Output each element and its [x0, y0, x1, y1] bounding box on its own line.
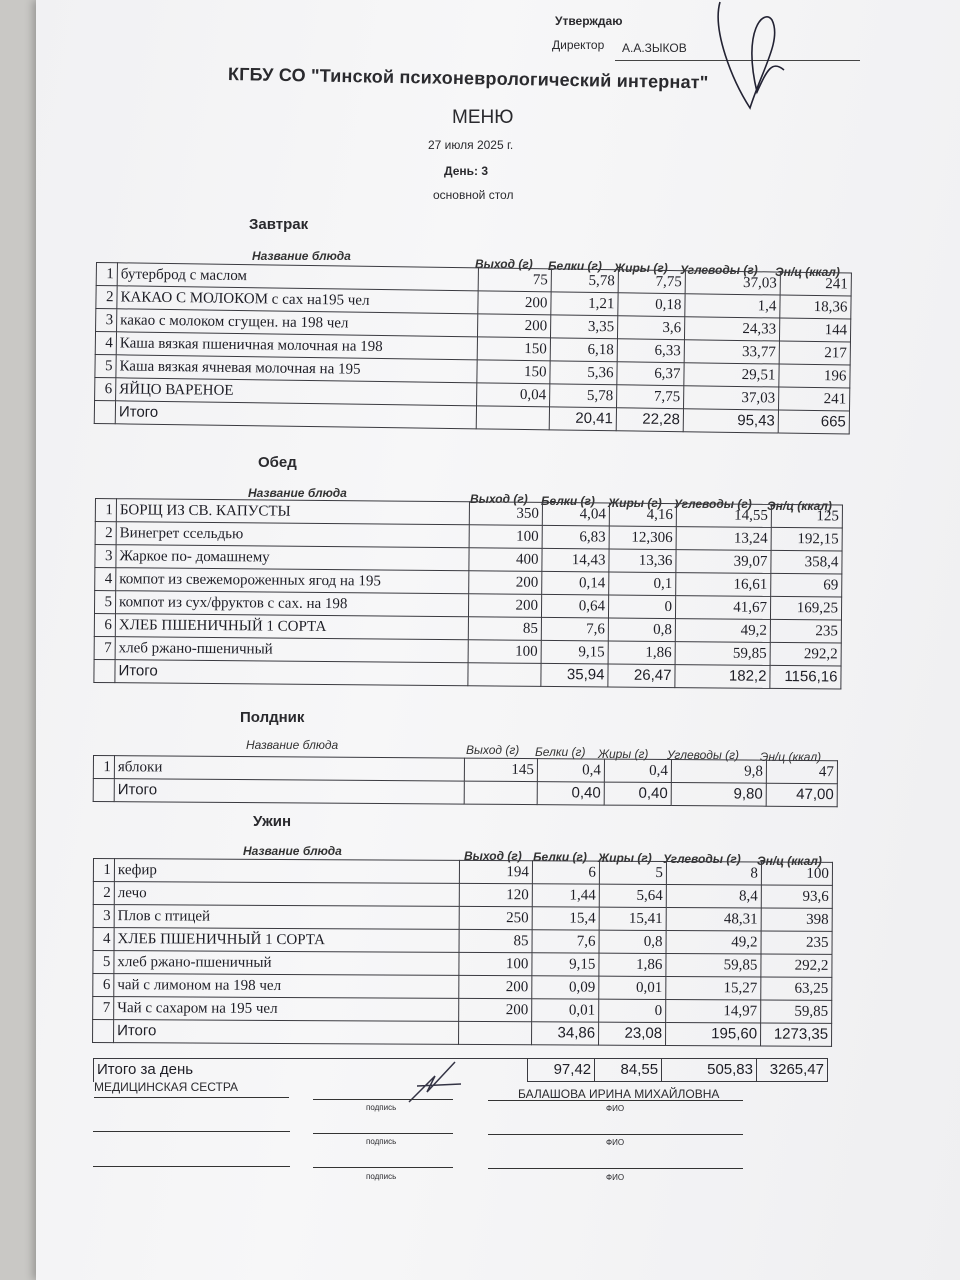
col-yield-header: Выход (г) [475, 257, 533, 271]
footer-line [488, 1100, 743, 1101]
total-protein: 34,86 [532, 1022, 599, 1045]
dish-energy: 125 [771, 504, 842, 528]
col-yield-header: Выход (г) [464, 849, 522, 863]
col-name-header: Название блюда [246, 738, 339, 752]
dish-name: кефир [114, 859, 459, 884]
dish-carbs: 59,85 [675, 642, 770, 666]
col-energy-header: Эн/ц (ккал) [775, 265, 840, 279]
dish-protein: 0,14 [542, 571, 609, 595]
dish-fat: 7,75 [617, 385, 684, 409]
dish-protein: 0,64 [541, 594, 608, 618]
col-protein-header: Белки (г) [535, 745, 586, 759]
total-fat: 22,28 [616, 408, 683, 432]
dish-fat: 6,33 [617, 339, 684, 363]
total-carbs: 9,80 [671, 783, 766, 807]
dish-protein: 0,4 [537, 759, 604, 782]
director-label: Директор [552, 38, 605, 52]
col-energy-header: Эн/ц (ккал) [767, 499, 832, 513]
dish-yield: 194 [459, 860, 532, 883]
dish-energy: 358,4 [771, 550, 842, 574]
signature-caption: подпись [366, 1172, 397, 1181]
dish-yield: 0,04 [477, 383, 550, 407]
day-total-protein: 97,42 [528, 1059, 595, 1082]
col-carbs-header: Углеводы (г) [663, 852, 741, 866]
dish-energy: 398 [761, 908, 832, 931]
dish-protein: 1,44 [532, 884, 599, 907]
dish-name: какао с молоком сгущен. на 198 чел [117, 309, 478, 337]
dish-protein: 14,43 [542, 548, 609, 572]
dish-yield: 100 [459, 952, 532, 975]
total-label: Итого [114, 779, 464, 804]
total-protein: 35,94 [541, 663, 608, 687]
dish-carbs: 14,55 [676, 504, 771, 528]
dish-carbs: 37,03 [684, 386, 779, 410]
footer-line [93, 1166, 290, 1167]
dish-name: Каша вязкая пшеничная молочная на 198 [116, 332, 477, 360]
dish-name: хлеб ржано-пшеничный [114, 951, 459, 976]
director-name: А.А.ЗЫКОВ [622, 41, 687, 55]
row-number: 1 [95, 499, 116, 522]
total-carbs: 195,60 [666, 1023, 761, 1046]
dish-carbs: 33,77 [684, 340, 779, 364]
dish-energy: 69 [771, 573, 842, 597]
dish-protein: 7,6 [541, 617, 608, 641]
row-number: 2 [96, 286, 117, 309]
dish-yield: 75 [478, 268, 551, 292]
dish-fat: 12,306 [609, 526, 676, 550]
table-row [93, 928, 832, 955]
row-number: 7 [94, 636, 115, 659]
dish-carbs: 9,8 [671, 760, 766, 784]
total-yield-empty [468, 663, 541, 687]
dish-yield: 100 [468, 640, 541, 664]
row-number: 6 [93, 974, 114, 997]
dish-carbs: 8,4 [666, 885, 761, 908]
dish-yield: 145 [464, 758, 537, 782]
dish-name: чай с лимоном на 198 чел [114, 974, 459, 999]
footer-line [93, 1131, 290, 1132]
col-fat-header: Жиры (г) [598, 851, 652, 865]
col-energy-header: Эн/ц (ккал) [757, 854, 822, 868]
total-row-spacer [94, 659, 115, 682]
col-yield-header: Выход (г) [466, 743, 520, 757]
dish-energy: 47 [766, 760, 837, 783]
dish-yield: 200 [468, 594, 541, 618]
dish-fat: 0,8 [608, 618, 675, 642]
dish-yield: 85 [468, 617, 541, 641]
total-row-spacer [94, 400, 115, 423]
dinner-table [92, 858, 833, 1047]
dish-carbs: 8 [666, 862, 761, 885]
total-fat: 0,40 [604, 782, 671, 805]
section-snack-title: Полдник [240, 709, 305, 726]
col-protein-header: Белки (г) [533, 850, 587, 864]
organization-name: КГБУ СО "Тинской психоневрологический интернат" [227, 64, 709, 93]
col-fat-header: Жиры (г) [598, 747, 649, 761]
menu-day: День: 3 [444, 164, 488, 178]
dish-protein: 5,36 [550, 361, 617, 385]
day-total-carbs: 505,83 [662, 1059, 757, 1082]
footer-line [488, 1134, 743, 1135]
dish-name: ЯЙЦО ВАРЕНОЕ [116, 378, 477, 406]
dish-energy: 192,15 [771, 527, 842, 551]
dish-fat: 0,4 [604, 759, 671, 782]
dish-name: КАКАО С МОЛОКОМ с сах на195 чел [117, 286, 478, 314]
dish-fat: 0,1 [609, 572, 676, 596]
dish-fat: 0,01 [599, 976, 666, 999]
dish-energy: 144 [779, 318, 850, 342]
dish-carbs: 39,07 [676, 550, 771, 574]
dish-yield: 85 [459, 929, 532, 952]
dish-energy: 292,2 [770, 642, 841, 666]
dish-fat: 13,36 [609, 549, 676, 573]
col-name-header: Название блюда [252, 249, 351, 263]
dish-carbs: 15,27 [666, 977, 761, 1000]
total-row [93, 779, 837, 807]
dish-carbs: 24,33 [684, 317, 779, 341]
dish-fat: 7,75 [618, 270, 685, 294]
dish-yield: 200 [459, 998, 532, 1021]
total-row-spacer [93, 779, 114, 802]
section-dinner-title: Ужин [253, 813, 292, 830]
dish-yield: 200 [477, 314, 550, 338]
day-total-label: Итого за день [94, 1059, 528, 1082]
dish-fat: 1,86 [599, 953, 666, 976]
col-energy-header: Эн/ц (ккал) [760, 750, 822, 764]
total-row [93, 1020, 832, 1047]
table-type: основной стол [433, 188, 514, 202]
dish-protein: 9,15 [541, 640, 608, 664]
total-yield-empty [464, 781, 537, 805]
dish-energy: 169,25 [770, 596, 841, 620]
dish-yield: 200 [459, 975, 532, 998]
total-energy: 1156,16 [770, 665, 841, 689]
dish-fat: 3,6 [617, 316, 684, 340]
dish-name: Жаркое по- домашнему [116, 545, 469, 571]
dish-energy: 241 [780, 272, 851, 296]
menu-date: 27 июля 2025 г. [428, 138, 514, 152]
col-fat-header: Жиры (г) [614, 261, 668, 275]
dish-energy: 235 [761, 931, 832, 954]
dish-protein: 9,15 [532, 953, 599, 976]
row-number: 4 [95, 332, 116, 355]
footer-line [94, 1097, 289, 1098]
dish-protein: 6,83 [542, 525, 609, 549]
dish-energy: 196 [779, 364, 850, 388]
lunch-table [93, 498, 843, 690]
total-label: Итого [114, 1020, 459, 1045]
dish-energy: 59,85 [761, 1000, 832, 1023]
dish-name: ХЛЕБ ПШЕНИЧНЫЙ 1 СОРТА [114, 928, 459, 953]
snack-table [93, 755, 838, 807]
col-name-header: Название блюда [243, 844, 342, 858]
fio-caption: ФИО [606, 1138, 625, 1147]
dish-protein: 6 [532, 861, 599, 884]
dish-carbs: 16,61 [676, 573, 771, 597]
dish-name: компот из свежемороженных ягод на 195 [116, 568, 469, 594]
signature-caption: подпись [366, 1137, 397, 1146]
dish-yield: 150 [477, 360, 550, 384]
col-carbs-header: Углеводы (г) [674, 497, 752, 511]
section-breakfast-title: Завтрак [249, 216, 309, 233]
breakfast-table [94, 262, 852, 435]
dish-energy: 241 [778, 387, 849, 411]
row-number: 6 [95, 377, 116, 400]
dish-protein: 0,09 [532, 976, 599, 999]
total-carbs: 95,43 [683, 409, 778, 433]
fio-caption: ФИО [606, 1104, 625, 1113]
dish-yield: 350 [469, 502, 542, 526]
signature-caption: подпись [366, 1103, 397, 1112]
director-signature [712, 0, 792, 120]
fio-caption: ФИО [606, 1173, 625, 1182]
dish-carbs: 37,03 [685, 271, 780, 295]
footer-line [313, 1167, 453, 1168]
table-row [93, 997, 832, 1024]
col-carbs-header: Углеводы (г) [680, 263, 758, 277]
dish-fat: 0,8 [599, 930, 666, 953]
dish-yield: 150 [477, 337, 550, 361]
footer-line [488, 1168, 743, 1169]
row-number: 7 [93, 997, 114, 1020]
dish-carbs: 48,31 [666, 908, 761, 931]
dish-name: лечо [114, 882, 459, 907]
total-protein: 0,40 [537, 782, 604, 805]
dish-energy: 100 [761, 862, 832, 885]
dish-name: Плов с птицей [114, 905, 459, 930]
dish-protein: 4,04 [542, 502, 609, 526]
approval-label: Утверждаю [555, 14, 623, 28]
table-row [93, 951, 832, 978]
dish-protein: 0,01 [532, 999, 599, 1022]
total-energy: 1273,35 [761, 1023, 832, 1046]
dish-energy: 18,36 [780, 295, 851, 319]
footer-line [313, 1099, 453, 1100]
col-protein-header: Белки (г) [541, 494, 595, 508]
col-protein-header: Белки (г) [548, 259, 602, 273]
dish-protein: 1,21 [551, 292, 618, 316]
dish-yield: 200 [478, 291, 551, 315]
dish-fat: 0 [608, 595, 675, 619]
dish-fat: 5 [599, 861, 666, 884]
row-number: 4 [95, 568, 116, 591]
total-yield-empty [459, 1021, 532, 1044]
dish-name: хлеб ржано-пшеничный [115, 637, 468, 663]
day-total-energy: 3265,47 [757, 1059, 828, 1082]
col-name-header: Название блюда [248, 486, 347, 500]
row-number: 3 [93, 905, 114, 928]
dish-protein: 5,78 [551, 269, 618, 293]
dish-protein: 6,18 [550, 338, 617, 362]
footer-line [313, 1133, 453, 1134]
page-title: МЕНЮ [452, 107, 514, 128]
nurse-label: МЕДИЦИНСКАЯ СЕСТРА [94, 1080, 239, 1094]
total-energy: 47,00 [766, 783, 837, 806]
dish-fat: 4,16 [609, 503, 676, 527]
dish-energy: 93,6 [761, 885, 832, 908]
total-yield-empty [476, 406, 549, 430]
dish-fat: 15,41 [599, 907, 666, 930]
dish-carbs: 59,85 [666, 954, 761, 977]
row-number: 5 [95, 354, 116, 377]
dish-energy: 63,25 [761, 977, 832, 1000]
row-number: 6 [94, 613, 115, 636]
dish-fat: 6,37 [617, 362, 684, 386]
total-row-spacer [93, 1020, 114, 1043]
table-row [93, 905, 832, 932]
dish-name: БОРЩ ИЗ СВ. КАПУСТЫ [116, 499, 469, 525]
dish-protein: 3,35 [550, 315, 617, 339]
dish-energy: 235 [770, 619, 841, 643]
total-energy: 665 [778, 410, 849, 434]
dish-yield: 120 [459, 883, 532, 906]
total-carbs: 182,2 [675, 665, 770, 689]
nurse-name: БАЛАШОВА ИРИНА МИХАЙЛОВНА [518, 1087, 720, 1101]
dish-name: ХЛЕБ ПШЕНИЧНЫЙ 1 СОРТА [115, 614, 468, 640]
total-fat: 23,08 [599, 1022, 666, 1045]
day-total-fat: 84,55 [595, 1059, 662, 1082]
row-number: 2 [93, 882, 114, 905]
dish-yield: 200 [469, 571, 542, 595]
dish-carbs: 1,4 [685, 294, 780, 318]
dish-name: бутерброд с маслом [117, 263, 478, 291]
row-number: 1 [96, 263, 117, 286]
row-number: 5 [94, 591, 115, 614]
row-number: 4 [93, 928, 114, 951]
dish-carbs: 14,97 [666, 1000, 761, 1023]
dish-energy: 292,2 [761, 954, 832, 977]
row-number: 5 [93, 951, 114, 974]
dish-yield: 250 [459, 906, 532, 929]
dish-carbs: 49,2 [666, 931, 761, 954]
row-number: 1 [93, 859, 114, 882]
col-carbs-header: Углеводы (г) [667, 748, 740, 762]
dish-fat: 1,86 [608, 641, 675, 665]
dish-fat: 5,64 [599, 884, 666, 907]
total-label: Итого [115, 401, 476, 429]
row-number: 3 [95, 545, 116, 568]
col-fat-header: Жиры (г) [608, 496, 662, 510]
section-lunch-title: Обед [258, 454, 297, 471]
dish-carbs: 41,67 [675, 596, 770, 620]
total-protein: 20,41 [549, 407, 616, 431]
dish-name: компот из сух/фруктов с сах. на 198 [115, 591, 468, 617]
dish-name: яблоки [114, 756, 464, 781]
total-fat: 26,47 [608, 664, 675, 688]
table-row [93, 974, 832, 1001]
dish-protein: 5,78 [550, 384, 617, 408]
row-number: 2 [95, 522, 116, 545]
dish-fat: 0,18 [618, 293, 685, 317]
dish-name: Винегрет ссельдью [116, 522, 469, 548]
dish-carbs: 29,51 [684, 363, 779, 387]
row-number: 3 [96, 309, 117, 332]
dish-yield: 400 [469, 548, 542, 572]
dish-protein: 7,6 [532, 930, 599, 953]
dish-carbs: 49,2 [675, 619, 770, 643]
dish-fat: 0 [599, 999, 666, 1022]
dish-protein: 15,4 [532, 907, 599, 930]
dish-name: Чай с сахаром на 195 чел [114, 997, 459, 1022]
col-yield-header: Выход (г) [470, 492, 528, 506]
dish-yield: 100 [469, 525, 542, 549]
total-label: Итого [115, 660, 468, 686]
dish-carbs: 13,24 [676, 527, 771, 551]
dish-energy: 217 [779, 341, 850, 365]
dish-name: Каша вязкая ячневая молочная на 195 [116, 355, 477, 383]
row-number: 1 [93, 756, 114, 779]
